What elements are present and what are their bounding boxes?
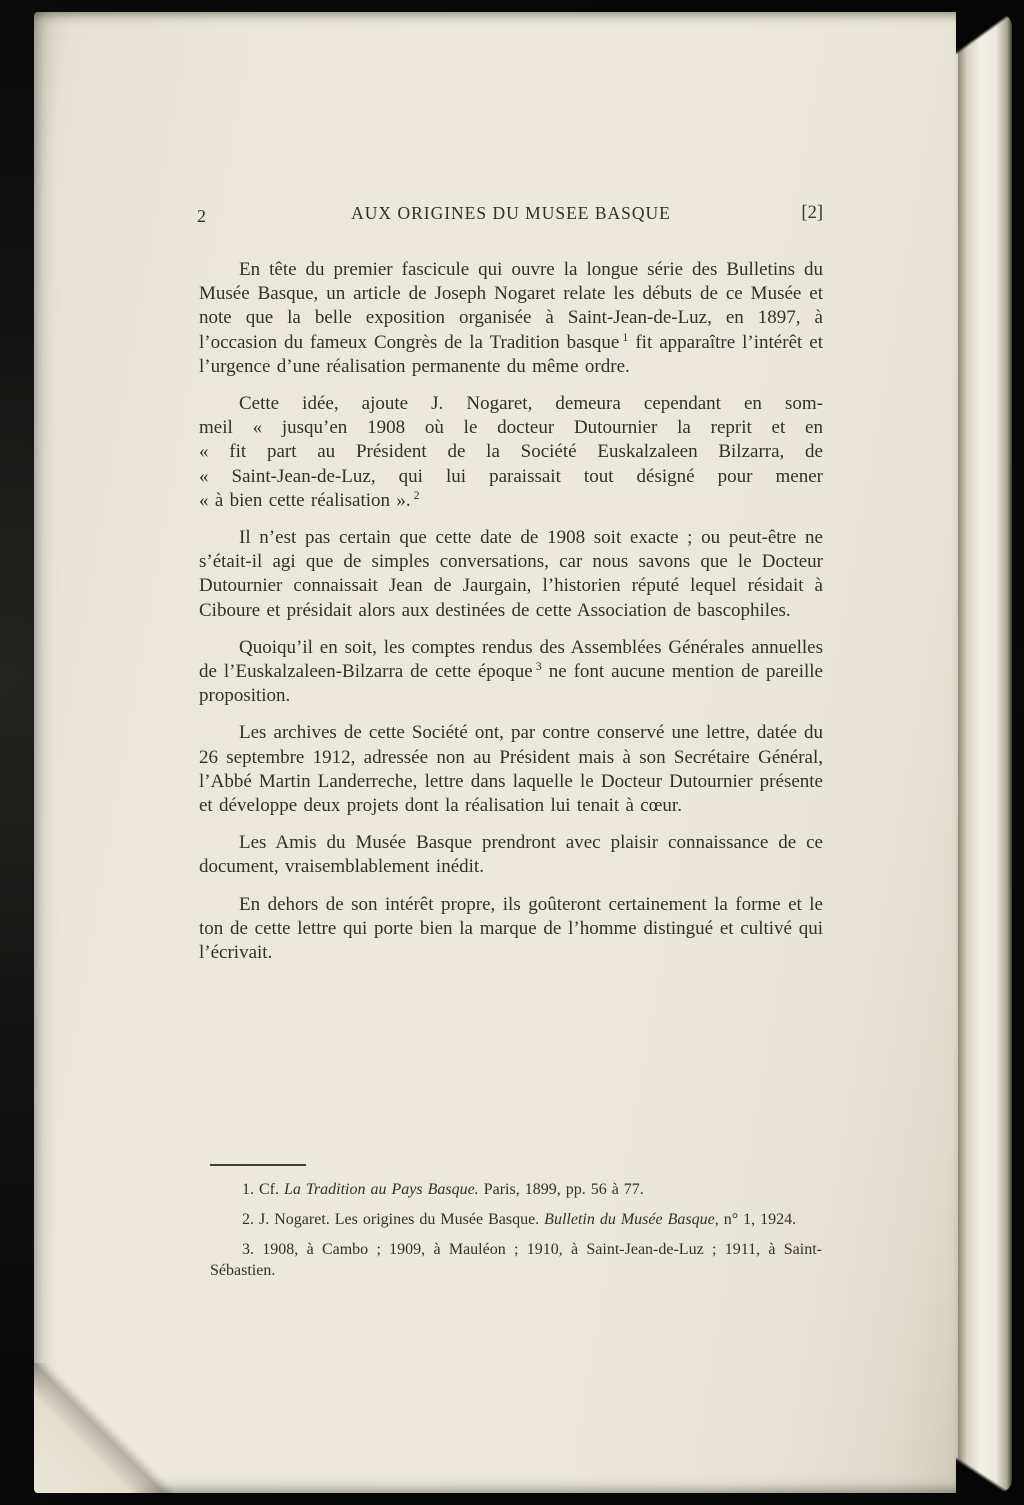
footnote-2-text: 2. J. Nogaret. Les origines du Musée Basque.	[242, 1211, 545, 1228]
footnote-ref-3: 3	[535, 659, 542, 674]
footnote-ref-2: 2	[413, 487, 420, 502]
adjacent-page-edge-bottom-cut	[956, 1457, 1014, 1495]
paragraph-2-last-line	[199, 489, 823, 513]
page-curl-bottom-left	[34, 1363, 174, 1493]
page-number: 2	[197, 206, 206, 226]
footnote-2	[210, 1209, 822, 1230]
footnote-1-text: 1. Cf.	[242, 1181, 284, 1198]
footnote-3-text: 3. 1908, à Cambo ; 1909, à Mauléon ; 1910, à Saint-Jean-de-Luz ; 1911, à Saint-Sébastien.	[210, 1241, 822, 1279]
paragraph-2-line-text: « à bien cette réalisation ».	[199, 489, 411, 511]
paragraph-1	[199, 258, 823, 379]
bracket-page-number: [2]	[801, 203, 823, 223]
adjacent-page-edge	[958, 14, 1012, 1492]
body-text	[199, 258, 823, 978]
footnote-1	[210, 1179, 822, 1200]
paragraph-1-text: En tête du premier fascicule qui ouvre la longue série des Bulletins du Musée Basque, un article de Joseph Nogaret relate les débuts de ce Musée et note que la belle exposition organisée à Saint-Jean-de-Luz, en 1897, à l’occasion du fameux Congrès de la Tradition basque	[199, 259, 823, 353]
paragraph-4	[199, 636, 823, 709]
footnote-2-text-cont: n° 1, 1924.	[718, 1211, 797, 1228]
paragraph-7: En dehors de son intérêt propre, ils goûteront certainement la forme et le ton de cette lettre qui porte bien la marque de l’homme distingué et cultivé qui l’écrivait.	[199, 893, 823, 964]
paragraph-5: Les archives de cette Société ont, par contre conservé une lettre, datée du 26 septembre 1912, adressée non au Président mais à son Secrétaire Général, l’Abbé Martin Landerreche, lettre dans laquelle le Docteur Dutournier présente et développe deux projets dont la réalisation lui tenait à cœur.	[199, 722, 823, 817]
footnote-ref-1: 1	[622, 329, 629, 344]
paragraph-1-text-cont: fit apparaître l’intérêt et l’urgence d’une réalisation permanente du même ordre.	[199, 331, 823, 377]
page-header	[199, 203, 823, 229]
footnotes-section	[210, 1164, 822, 1290]
paragraph-2	[199, 392, 823, 513]
paragraph-4-text: Quoiqu’il en soit, les comptes rendus des Assemblées Générales annuelles de l’Euskalzaleen-Bilzarra de cette époque	[199, 636, 823, 683]
footnote-2-italic-title: Bulletin du Musée Basque,	[544, 1211, 719, 1228]
paragraph-3: Il n’est pas certain que cette date de 1908 soit exacte ; ou peut-être ne s’était-il agi que de simples conversations, car nous savons que le Docteur Dutournier connaissait Jean de Jaurgain, l’historien réputé lequel résidait à Ciboure et présidait alors aux destinées de cette Association de bascophiles.	[199, 527, 823, 621]
book-page	[34, 12, 958, 1493]
footnote-separator-rule	[210, 1164, 306, 1166]
footnote-1-text-cont: Paris, 1899, pp. 56 à 77.	[478, 1181, 644, 1198]
footnote-3	[210, 1239, 822, 1281]
footnote-1-italic-title: La Tradition au Pays Basque.	[284, 1181, 479, 1198]
running-title: AUX ORIGINES DU MUSEE BASQUE	[351, 203, 671, 223]
paragraph-2-line: « Saint-Jean-de-Luz, qui lui paraissait tout désigné pour mener	[199, 465, 823, 487]
adjacent-page-edge-top-cut	[956, 12, 1014, 54]
paragraph-2-line: « fit part au Président de la Société Euskalzaleen Bilzarra, de	[199, 441, 823, 463]
paragraph-6: Les Amis du Musée Basque prendront avec plaisir connaissance de ce document, vraisemblablement inédit.	[199, 832, 823, 878]
paragraph-2-line: meil « jusqu’en 1908 où le docteur Dutournier la reprit et en	[199, 417, 823, 439]
paragraph-4-text-cont: ne font aucune mention de pareille proposition.	[199, 661, 823, 707]
paragraph-2-line: Cette idée, ajoute J. Nogaret, demeura cependant en som-	[239, 393, 823, 415]
